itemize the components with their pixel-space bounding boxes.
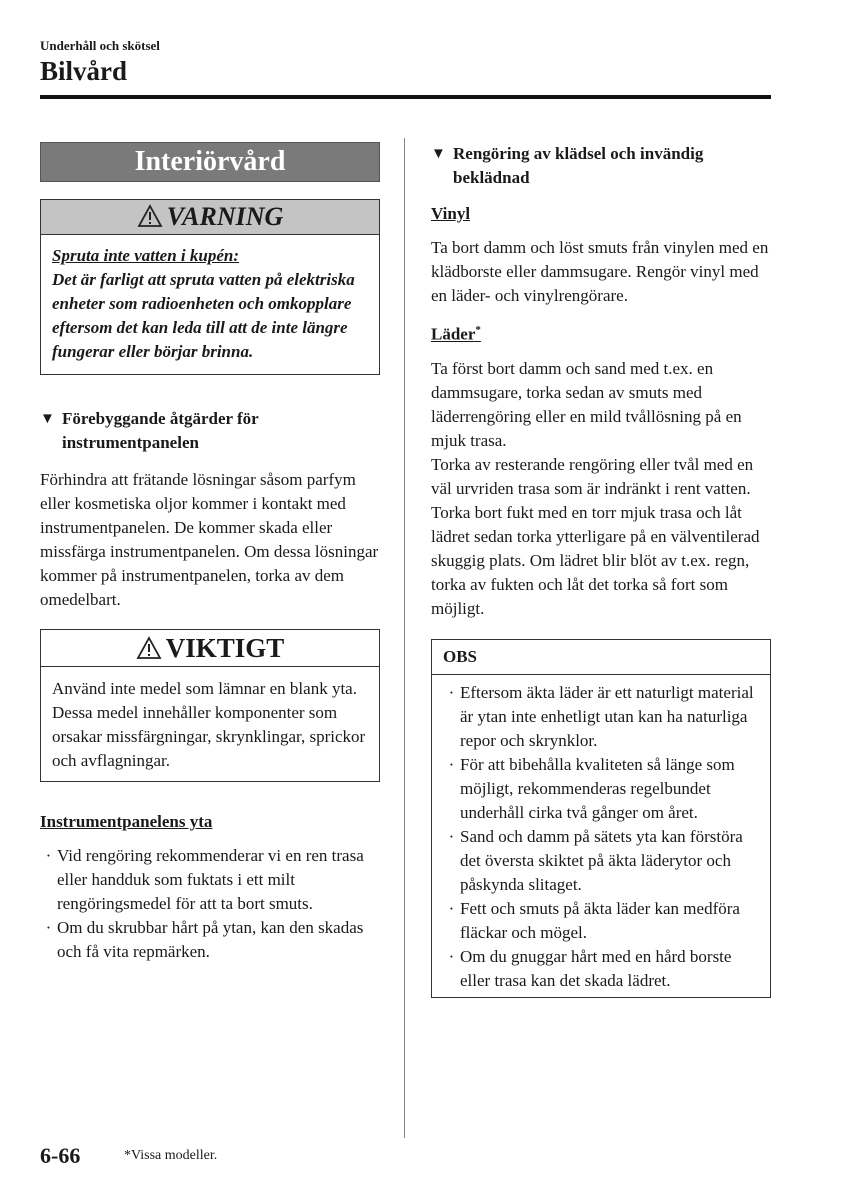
footnote-marker: * xyxy=(475,324,481,336)
note-header: OBS xyxy=(432,640,770,675)
bullet-dot: · xyxy=(448,682,455,702)
vinyl-paragraph: Ta bort damm och löst smuts från vinylen med en klädborste eller dammsugare. Rengör vinyl med en läder- och vinylrengörare. xyxy=(431,238,769,305)
list-item xyxy=(40,844,380,916)
bullet-dot: · xyxy=(448,898,455,918)
bullet-dot: · xyxy=(45,846,52,865)
list-item-text: Sand och damm på sätets yta kan förstöra det översta skiktet på äkta läderytor och påskynda slitaget. xyxy=(460,826,743,894)
footnote: *Vissa modeller. xyxy=(124,1148,218,1163)
warning-text: Det är farligt att spruta vatten på elektriska enheter som radioenheten och omkopplare eftersom det kan leda till att de inte längre fungerar eller börjar brinna. xyxy=(52,270,355,361)
bullet-dot: · xyxy=(45,918,52,937)
vinyl-heading: Vinyl xyxy=(431,204,471,223)
note-bullet-list xyxy=(443,681,760,993)
bullet-dot: · xyxy=(448,946,455,966)
subheading-text: Rengöring av klädsel och invändig beklädnad xyxy=(453,144,704,187)
right-column xyxy=(431,142,771,998)
important-line-2: Dessa medel innehåller komponenter som orsakar missfärgningar, skrynklingar, sprickor och avflagningar. xyxy=(52,703,366,770)
running-header-section: Underhåll och skötsel xyxy=(40,38,160,53)
list-item xyxy=(443,897,760,945)
warning-body xyxy=(41,235,379,374)
important-line-1: Använd inte medel som lämnar en blank yta. xyxy=(52,679,357,698)
surface-bullet-list xyxy=(40,844,380,964)
leather-heading-text: Läder xyxy=(431,324,476,344)
subheading-upholstery xyxy=(431,142,771,190)
list-item-text: Vid rengöring rekommenderar vi en ren trasa eller handduk som fuktats i ett milt rengöringsmedel för att ta bort smuts. xyxy=(57,846,364,913)
page-title: Bilvård xyxy=(40,56,128,86)
subheading-preventive xyxy=(40,407,380,455)
list-item-text: Eftersom äkta läder är ett naturligt material är ytan inte enhetligt utan kan ha naturliga repor och skrynklor. xyxy=(460,682,754,750)
preventive-paragraph: Förhindra att frätande lösningar såsom parfym eller kosmetiska oljor kommer i kontakt med instrumentpanelen. De kommer skada eller missfärga instrumentpanelen. Om dessa lösningar kommer på instrumentpanelen, torka av dem omedelbart. xyxy=(40,470,379,609)
page-number: 6-66 xyxy=(40,1143,81,1168)
bullet-dot: · xyxy=(448,826,455,846)
warning-heading: Spruta inte vatten i kupén: xyxy=(52,246,240,265)
list-item xyxy=(443,945,760,993)
subheading-text: Förebyggande åtgärder för instrumentpanelen xyxy=(62,409,259,452)
list-item xyxy=(443,681,760,753)
surface-heading: Instrumentpanelens yta xyxy=(40,812,213,831)
important-body xyxy=(41,667,379,781)
warning-header xyxy=(41,200,379,235)
important-box xyxy=(40,629,380,782)
warning-triangle-icon xyxy=(136,636,162,660)
list-item-text: Fett och smuts på äkta läder kan medföra fläckar och mögel. xyxy=(460,898,740,942)
left-column xyxy=(40,142,380,964)
list-item-text: För att bibehålla kvaliteten så länge som möjligt, rekommenderas regelbundet underhåll cirka två gånger om året. xyxy=(460,754,735,822)
triangle-down-icon: ▼ xyxy=(40,411,55,427)
leather-heading xyxy=(431,318,771,347)
list-item-text: Om du gnuggar hårt med en hård borste eller trasa kan det skada lädret. xyxy=(460,946,732,990)
leather-paragraph-3: Torka bort fukt med en torr mjuk trasa och låt lädret sedan torka ytterligare på en välventilerad skuggig plats. Om lädret blir blöt av t.ex. regn, torka av fukten och låt det torka så fort som möjligt. xyxy=(431,502,760,618)
section-title: Interiörvård xyxy=(40,142,380,182)
note-box xyxy=(431,639,771,998)
list-item-text: Om du skrubbar hårt på ytan, kan den skadas och få vita repmärken. xyxy=(57,918,364,961)
list-item xyxy=(40,916,380,964)
column-divider xyxy=(404,138,405,1138)
important-header xyxy=(41,630,379,667)
list-item xyxy=(443,825,760,897)
leather-paragraph-2: Torka av resterande rengöring eller tvål med en väl urvriden trasa som är indränkt i rent vatten. xyxy=(431,454,754,498)
triangle-down-icon: ▼ xyxy=(431,146,446,162)
warning-box xyxy=(40,199,380,375)
warning-label: VARNING xyxy=(166,202,284,231)
leather-paragraph-1: Ta först bort damm och sand med t.ex. en dammsugare, torka sedan av smuts med läderrengöring eller en mild tvållösning på en mjuk trasa. xyxy=(431,358,742,450)
header-rule xyxy=(40,95,771,99)
warning-triangle-icon xyxy=(137,204,163,228)
bullet-dot: · xyxy=(448,754,455,774)
list-item xyxy=(443,753,760,825)
important-label: VIKTIGT xyxy=(165,633,285,663)
note-body xyxy=(432,675,770,997)
